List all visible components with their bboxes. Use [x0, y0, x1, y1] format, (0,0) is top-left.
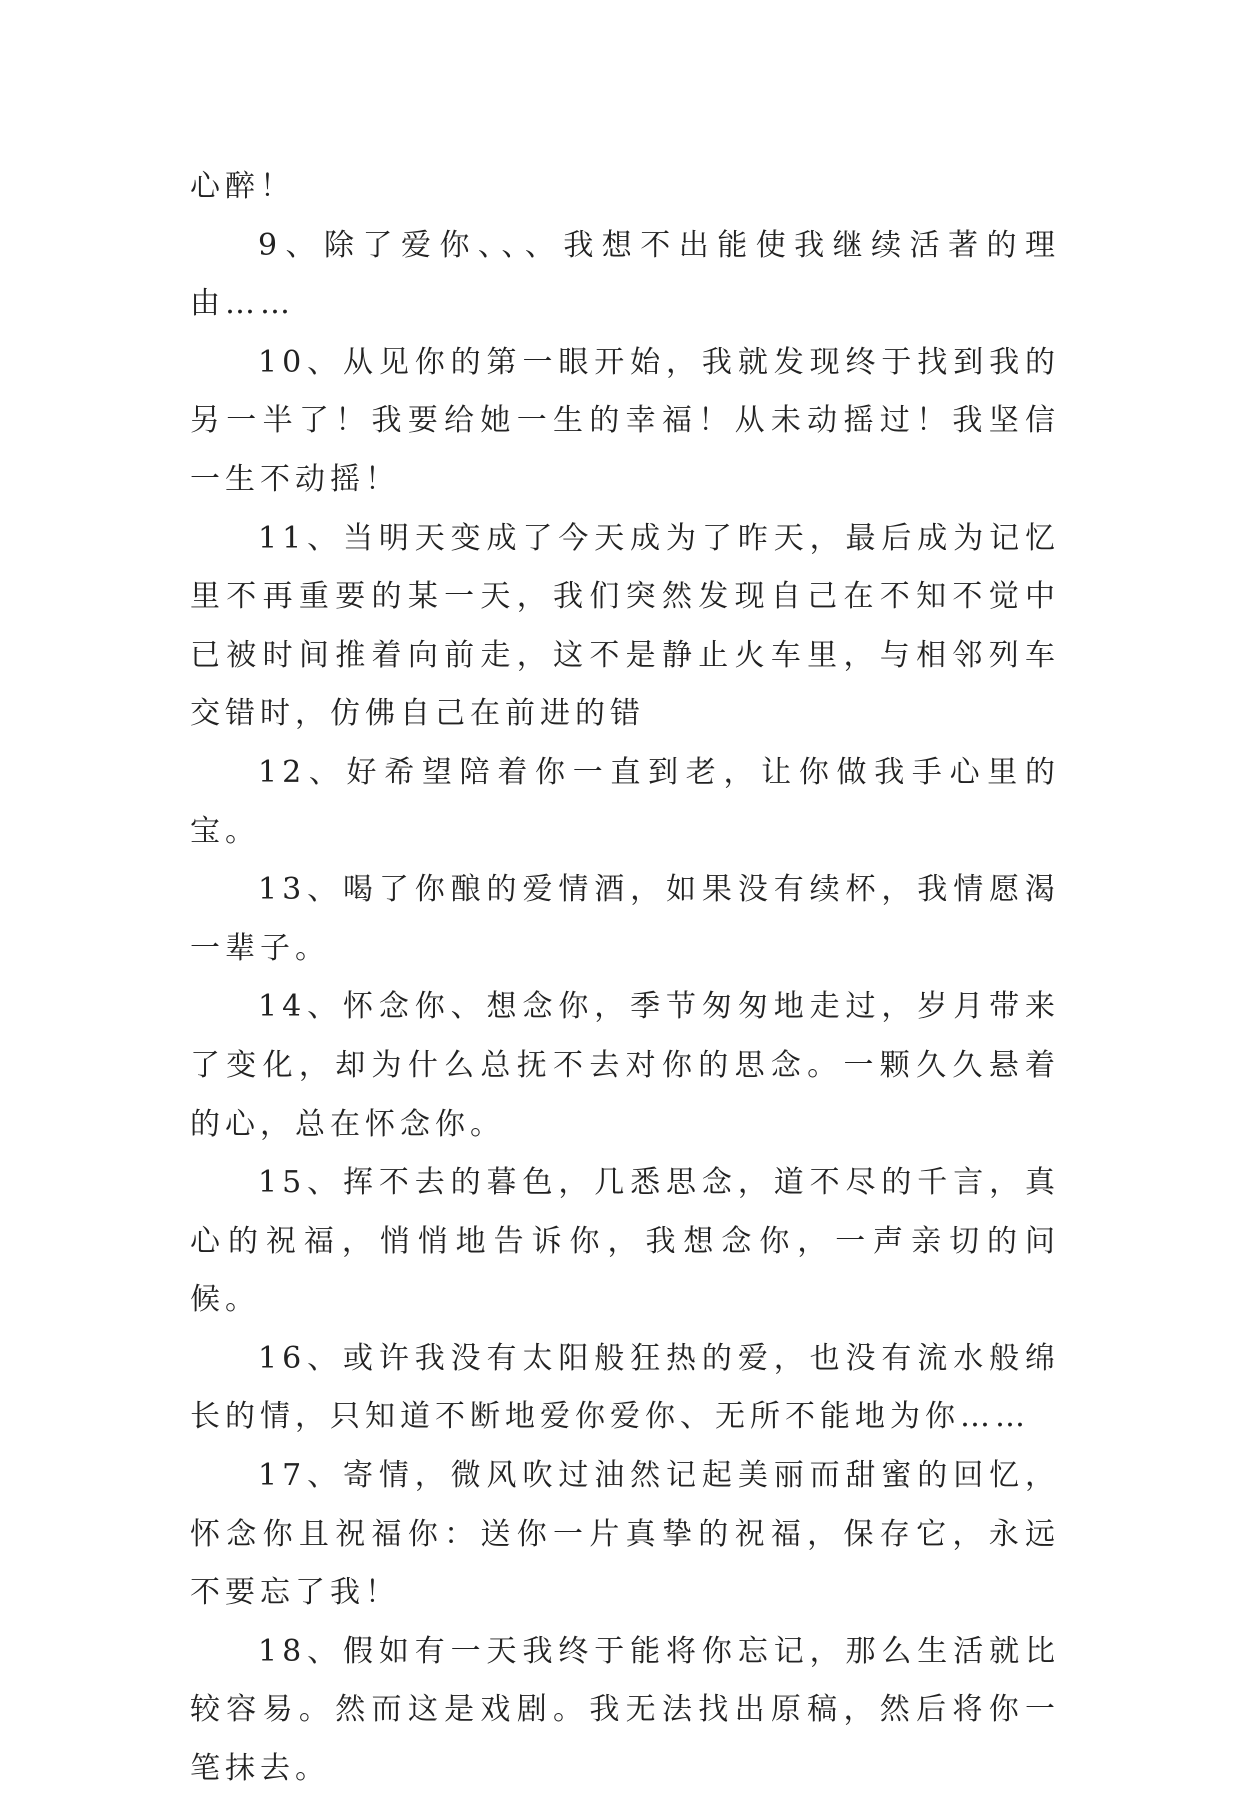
document-body: [190, 158, 1060, 1799]
paragraph-14: 14、怀念你、想念你，季节匆匆地走过，岁月带来了变化，却为什么总抚不去对你的思念。一颗久久悬着的心，总在怀念你。: [190, 989, 1060, 1142]
paragraph-10: 10、从见你的第一眼开始，我就发现终于找到我的另一半了！我要给她一生的幸福！从未动摇过！我坚信一生不动摇！: [190, 344, 1060, 497]
paragraph-15: 15、挥不去的暮色，几悉思念，道不尽的千言，真心的祝福，悄悄地告诉你，我想念你，一声亲切的问候。: [190, 1165, 1060, 1318]
paragraph-13: 13、喝了你酿的爱情酒，如果没有续杯，我情愿渴一辈子。: [190, 872, 1060, 966]
paragraph-17: 17、寄情，微风吹过油然记起美丽而甜蜜的回忆，怀念你且祝福你：送你一片真挚的祝福，保存它，永远不要忘了我！: [190, 1458, 1060, 1611]
paragraph-16: 16、或许我没有太阳般狂热的爱，也没有流水般绵长的情，只知道不断地爱你爱你、无所不能地为你……: [190, 1340, 1060, 1435]
paragraph-11: 11、当明天变成了今天成为了昨天，最后成为记忆里不再重要的某一天，我们突然发现自己在不知不觉中已被时间推着向前走，这不是静止火车里，与相邻列车交错时，仿佛自己在前进的错: [190, 520, 1060, 732]
paragraph-12: 12、好希望陪着你一直到老，让你做我手心里的宝。: [190, 754, 1060, 849]
paragraph-18: 18、假如有一天我终于能将你忘记，那么生活就比较容易。然而这是戏剧。我无法找出原稿，然后将你一笔抹去。: [190, 1633, 1060, 1787]
paragraph-9: 9、除了爱你、、、我想不出能使我继续活著的理由……: [190, 227, 1060, 322]
paragraph-8-continuation: 心醉！: [190, 169, 295, 204]
